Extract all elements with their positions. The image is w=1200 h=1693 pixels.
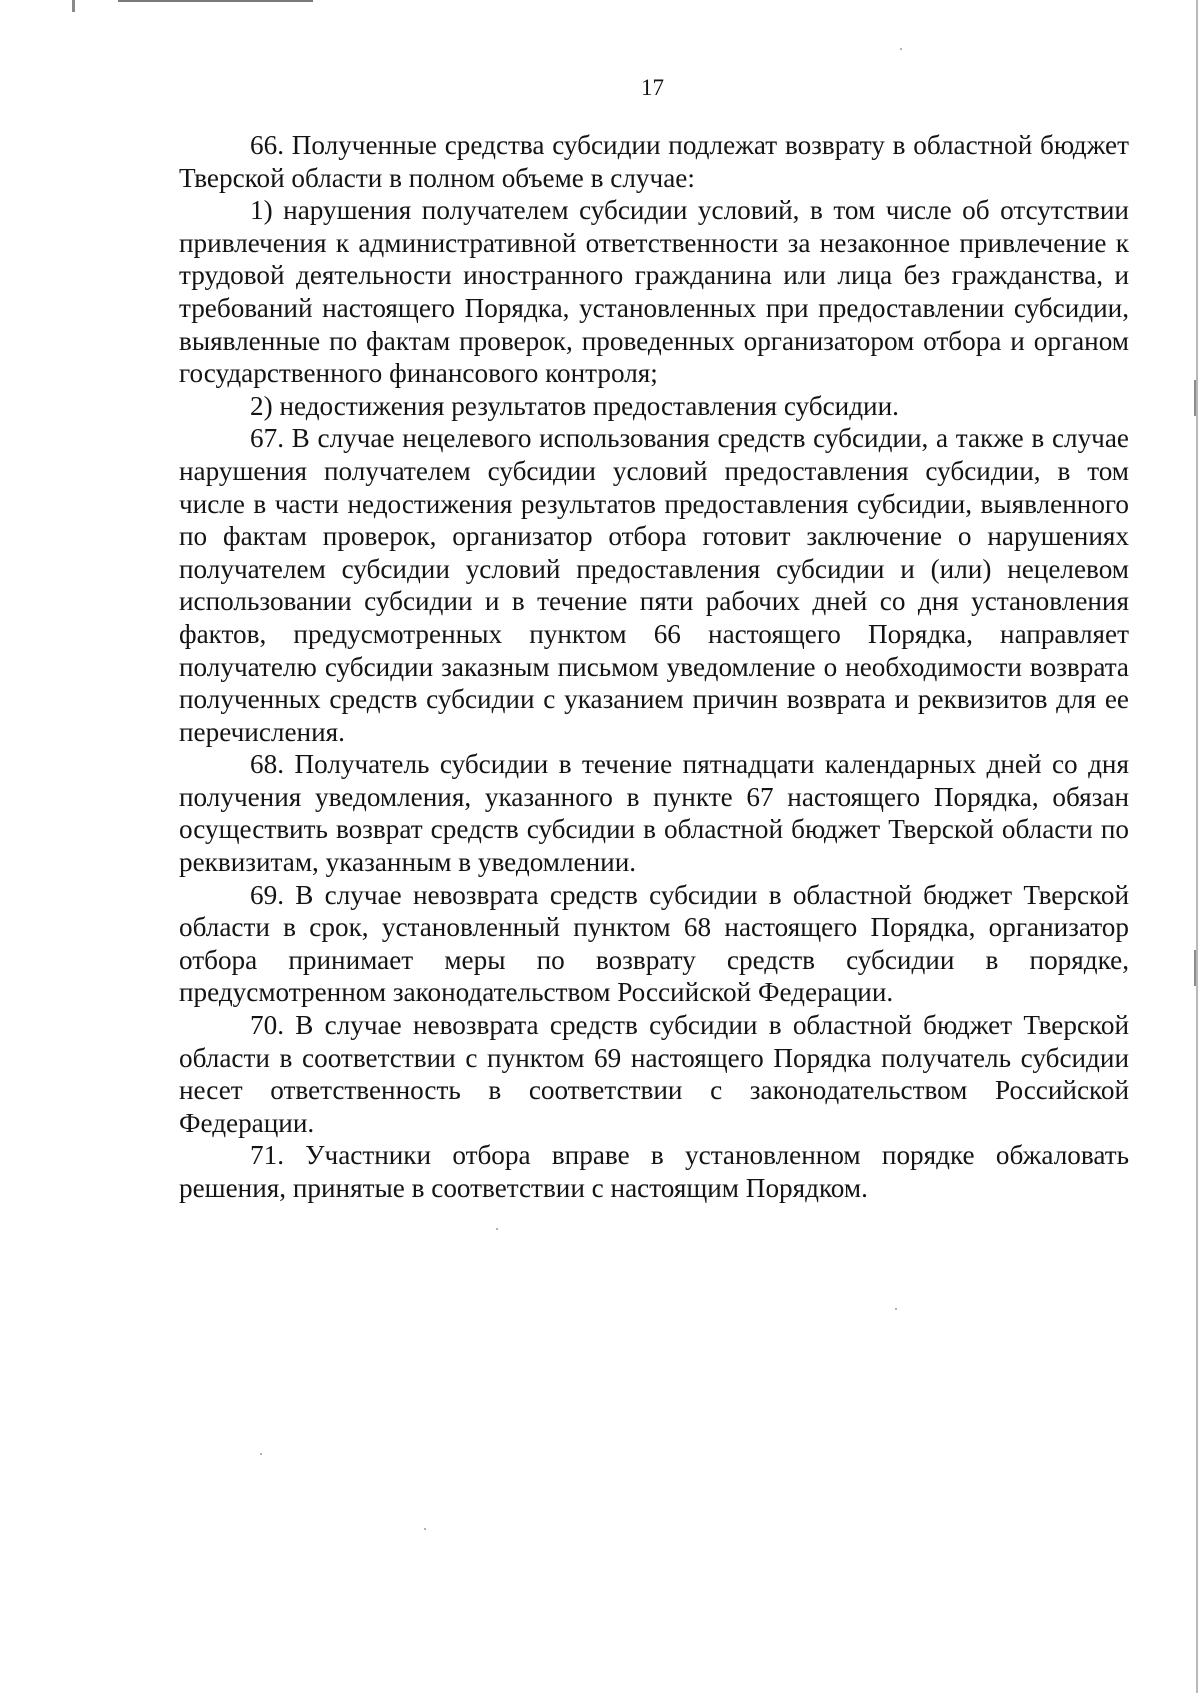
- paragraph-66-item-1: 1) нарушения получателем субсидии условий, в том числе об отсутствии привлечения к административной ответственности за незаконное привлечение к трудовой деятельности иностранного гражданина или лица без гражданства, и требований настоящего Порядка, установленных при предоставлении субсидии, выявленные по фактам проверок, проведенных организатором отбора и органом государственного финансового контроля;: [179, 195, 1129, 389]
- scan-speck: [900, 48, 902, 50]
- scan-edge-top: [118, 0, 313, 2]
- paragraph-66-item-2: 2) недостижения результатов предоставления субсидии.: [250, 390, 899, 421]
- scan-speck: [496, 1228, 498, 1230]
- scan-edge-top-left: [72, 0, 75, 12]
- paragraph-70: 70. В случае невозврата средств субсидии в областной бюджет Тверской области в соответствии с пунктом 69 настоящего Порядка получатель субсидии несет ответственность в соответствии с законодательством Российской Федерации.: [179, 1010, 1129, 1138]
- scan-edge-right: [1196, 0, 1198, 1693]
- scan-mark: [1194, 950, 1196, 986]
- paragraph-69: 69. В случае невозврата средств субсидии в областной бюджет Тверской области в срок, установленный пунктом 68 настоящего Порядка, организатор отбора принимает меры по возврату средств субсидии в порядке, предусмотренном законодательством Российской Федерации.: [179, 879, 1129, 1008]
- page-number: 17: [641, 75, 664, 100]
- scan-speck: [260, 1453, 262, 1455]
- paragraph-68: 68. Получатель субсидии в течение пятнадцати календарных дней со дня получения уведомления, указанного в пункте 67 настоящего Порядка, обязан осуществить возврат средств субсидии в областной бюджет Тверской области по реквизитам, указанным в уведомлении.: [179, 749, 1129, 878]
- paragraph-66: 66. Полученные средства субсидии подлежат возврату в областной бюджет Тверской области в полном объеме в случае:: [179, 130, 1129, 193]
- scan-mark: [1194, 380, 1196, 416]
- scan-speck: [424, 1528, 426, 1530]
- scan-speck: [895, 1308, 897, 1310]
- paragraph-71: 71. Участники отбора вправе в установленном порядке обжаловать решения, принятые в соответствии с настоящим Порядком.: [179, 1140, 1129, 1203]
- paragraph-67: 67. В случае нецелевого использования средств субсидии, а также в случае нарушения получателем субсидии условий предоставления субсидии, в том числе в части недостижения результатов предоставления субсидии, выявленного по фактам проверок, организатор отбора готовит заключение о нарушениях получателем субсидии условий предоставления субсидии и (или) нецелевом использовании субсидии и в течение пяти рабочих дней со дня установления фактов, предусмотренных пунктом 66 настоящего Порядка, направляет получателю субсидии заказным письмом уведомление о необходимости возврата полученных средств субсидии с указанием причин возврата и реквизитов для ее перечисления.: [179, 423, 1129, 747]
- body-text: [179, 129, 1129, 1205]
